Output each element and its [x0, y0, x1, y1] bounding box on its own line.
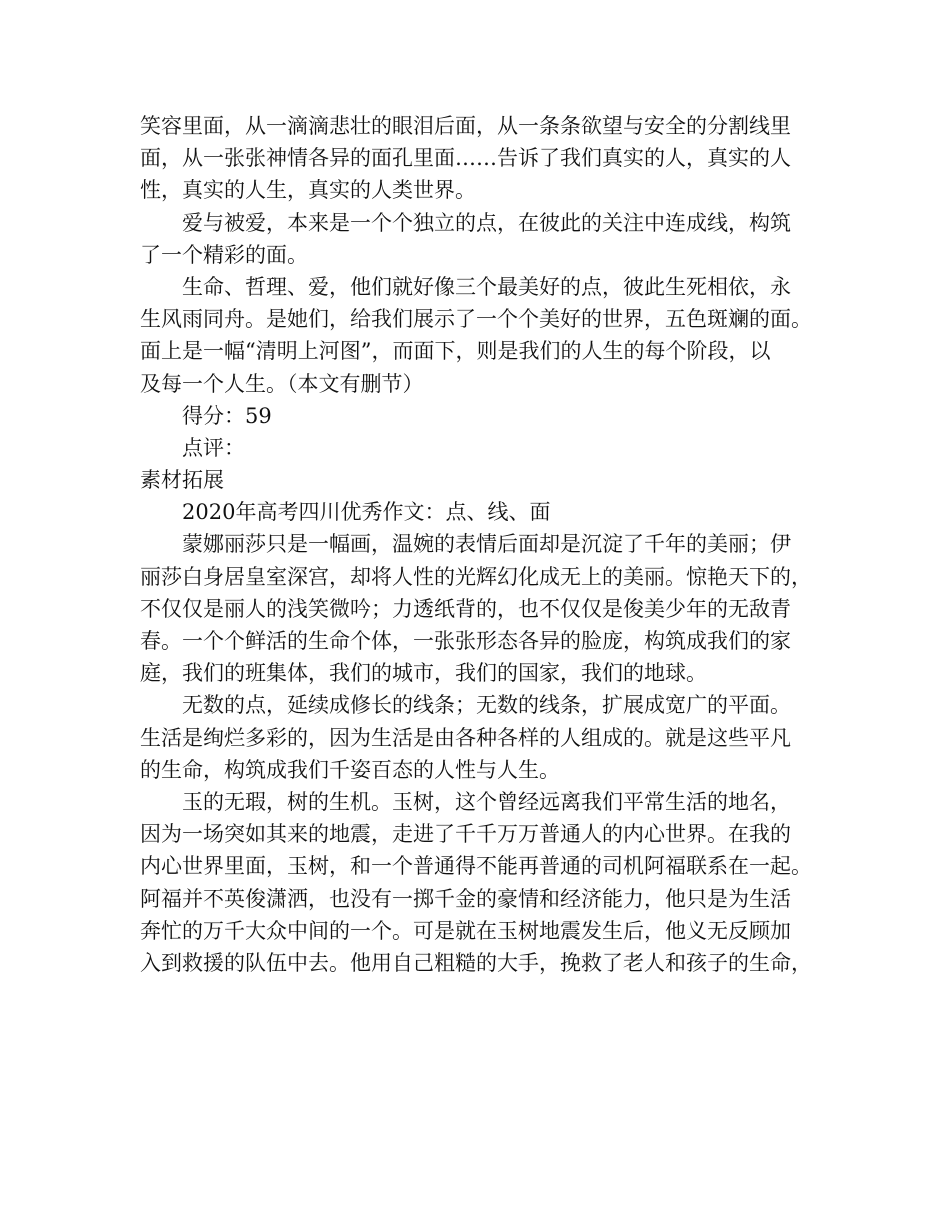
text-line: 阿福并不英俊潇洒，也没有一掷千金的豪情和经济能力，他只是为生活 [140, 886, 791, 911]
text-line: 的生命，构筑成我们千姿百态的人性与人生。 [140, 757, 560, 782]
text-line: 素材拓展 [140, 468, 224, 493]
text-line: 玉的无瑕，树的生机。玉树，这个曾经远离我们平常生活的地名， [182, 789, 791, 814]
text-line: 及每一个人生。（本文有删节） [140, 371, 424, 396]
text-line: 了一个精彩的面。 [140, 242, 308, 267]
text-line: 面上是一幅“清明上河图”，而面下，则是我们的人生的每个阶段，以 [140, 339, 771, 364]
text-line: 蒙娜丽莎只是一幅画，温婉的表情后面却是沉淀了千年的美丽；伊 [182, 532, 791, 557]
text-line: 无数的点，延续成修长的线条；无数的线条，扩展成宽广的平面。 [182, 693, 791, 718]
text-line: 入到救援的队伍中去。他用自己粗糙的大手，挽救了老人和孩子的生命， [140, 950, 812, 975]
text-line: 生风雨同舟。是她们，给我们展示了一个个美好的世界，五色斑斓的面。 [140, 307, 812, 332]
text-line: 春。一个个鲜活的生命个体，一张张形态各异的脸庞，构筑成我们的家 [140, 629, 791, 653]
text-line: 面，从一张张神情各异的面孔里面……告诉了我们真实的人，真实的人 [140, 146, 791, 171]
text-line: 性，真实的人生，真实的人类世界。 [140, 178, 476, 203]
text-line: 2020年高考四川优秀作文：点、线、面 [182, 500, 551, 525]
text-line: 生命、哲理、爱，他们就好像三个最美好的点，彼此生死相依，永 [182, 274, 791, 299]
text-line: 丽莎白身居皇室深宫，却将人性的光辉幻化成无上的美丽。惊艳天下的， [140, 564, 812, 589]
text-line: 不仅仅是丽人的浅笑微吟；力透纸背的，也不仅仅是俊美少年的无敌青 [140, 596, 791, 621]
text-line: 笑容里面，从一滴滴悲壮的眼泪后面，从一条条欲望与安全的分割线里 [140, 114, 791, 138]
text-line: 庭，我们的班集体，我们的城市，我们的国家，我们的地球。 [140, 661, 707, 686]
text-line: 点评： [182, 435, 245, 460]
text-line: 因为一场突如其来的地震，走进了千千万万普通人的内心世界。在我的 [140, 822, 791, 847]
text-line: 生活是绚烂多彩的，因为生活是由各种各样的人组成的。就是这些平凡 [140, 725, 791, 750]
text-line: 奔忙的万千大众中间的一个。可是就在玉树地震发生后，他义无反顾加 [140, 918, 791, 943]
text-line: 内心世界里面，玉树，和一个普通得不能再普通的司机阿福联系在一起。 [140, 854, 812, 879]
document-body [140, 110, 820, 979]
text-line: 爱与被爱，本来是一个个独立的点，在彼此的关注中连成线，构筑 [182, 210, 791, 235]
text-line: 得分：59 [182, 403, 272, 428]
